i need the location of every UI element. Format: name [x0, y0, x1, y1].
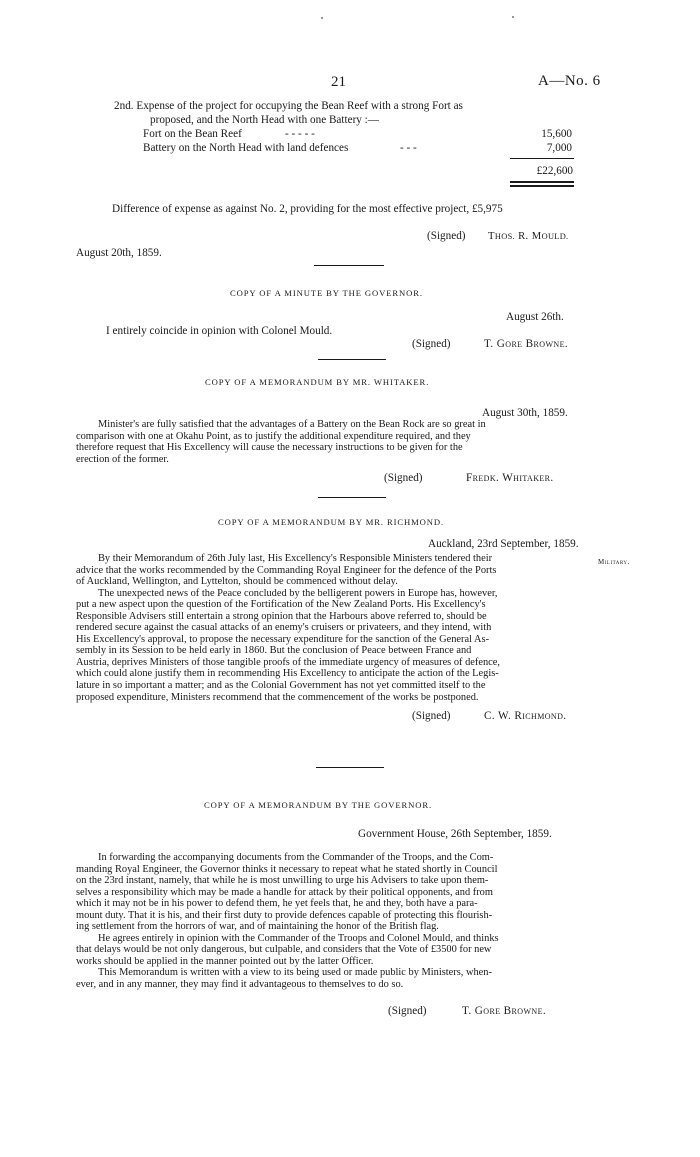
memo-body: Minister's are fully satisfied that the advantages of a Battery on the Bean Rock are so great in comparison with one at Okahu Point, as to justify the additional expenditure required, and they therefore request that His Excellency will cause the necessary instructions to be given for the erection of the former.	[76, 419, 486, 465]
document-date: Government House, 26th September, 1859.	[358, 828, 552, 840]
minute-body: I entirely coincide in opinion with Colonel Mould.	[106, 325, 333, 337]
signed-label: (Signed)	[412, 338, 451, 350]
signed-label: (Signed)	[412, 710, 451, 722]
page-number: 21	[331, 74, 346, 90]
estimate-intro-cont: proposed, and the North Head with one Battery :—	[150, 114, 379, 126]
document-date: August 30th, 1859.	[482, 407, 568, 419]
section-heading: COPY OF A MEMORANDUM BY MR. WHITAKER.	[205, 377, 430, 387]
section-divider	[314, 265, 384, 266]
section-heading: COPY OF A MEMORANDUM BY THE GOVERNOR.	[204, 800, 433, 810]
estimate-total: £22,600	[536, 165, 573, 177]
signed-label: (Signed)	[384, 472, 423, 484]
section-divider	[318, 359, 386, 360]
signed-label: (Signed)	[427, 230, 466, 242]
signatory-name: Fredk. Whitaker.	[466, 472, 554, 484]
estimate-row-amount: 7,000	[546, 142, 572, 154]
estimate-row-label: Battery on the North Head with land defences	[143, 142, 349, 154]
estimate-row-dashes: - - -	[400, 142, 417, 154]
section-divider	[318, 497, 386, 498]
scan-speck	[321, 17, 323, 19]
section-divider	[316, 767, 384, 768]
document-date: Auckland, 23rd September, 1859.	[428, 538, 579, 550]
signed-label: (Signed)	[388, 1005, 427, 1017]
total-double-rule	[510, 181, 574, 183]
estimate-row-amount: 15,600	[541, 128, 572, 140]
difference-line: Difference of expense as against No. 2, providing for the most effective project, £5,975	[112, 203, 503, 215]
estimate-intro: 2nd. Expense of the project for occupying the Bean Reef with a strong Fort as	[114, 100, 463, 112]
memo-body: By their Memorandum of 26th July last, His Excellency's Responsible Ministers tendered their advice that the works recommended by the Commanding Royal Engineer for the defence of the Ports of Auckland, Wellington, and Lyttelton, should be commenced without delay. The unexpected news of the Peace concluded by the belligerent powers in Europe has, however, put a new aspect upon the question of the Fortification of the New Zealand Ports. His Excellency's Responsible Advisers still entertain a strong opinion that the Harbours above referred to, should be rendered secure against the casual attacks of an enemy's cruisers or privateers, and they intend, with His Excellency's approval, to propose the necessary expenditure for the sanction of the General As- sembly in its Session to be held early in 1860. But the conclusion of Peace between France and Austria, deprives Ministers of those tangible proofs of the immediate urgency of measures of defence, which could alone justify them in recommending His Excellency to anticipate the action of the Legis- lature in so important a matter; and as the Colonial Government has not yet committed itself to the proposed expenditure, Ministers recommend that the commencement of the works be postponed.	[76, 553, 500, 703]
estimate-row-dashes: - - - - -	[285, 128, 315, 140]
document-date: August 26th.	[506, 311, 564, 323]
signatory-name: T. Gore Browne.	[484, 338, 569, 350]
signatory-name: T. Gore Browne.	[462, 1005, 547, 1017]
total-double-rule	[510, 185, 574, 187]
memo-body: In forwarding the accompanying documents from the Commander of the Troops, and the Com- manding Royal Engineer, the Governor thinks it necessary to repeat what he stated shortly in Council on the 23rd instant, namely, that while he is most unwilling to urge his Advisers to take upon them- selves a responsibility which may be made a handle for attack by their political opponents, and from which it may not be in his power to defend them, he yet feels that, he and they, both have a para- mount duty. That it is his, and their first duty to provide defences capable of protecting this flourish- ing settlement from the horrors of war, and of maintaining the honor of the British flag. He agrees entirely in opinion with the Commander of the Troops and Colonel Mould, and thinks that delays would be not only dangerous, but culpable, and considers that the Vote of £3500 for new works should be applied in the manner pointed out by the latter Officer. This Memorandum is written with a view to its being used or made public by Ministers, when- ever, and in any manner, they may find it advantageous to themselves to do so.	[76, 852, 499, 991]
document-reference: A—No. 6	[538, 73, 601, 89]
scan-speck	[512, 16, 514, 18]
signatory-name: C. W. Richmond.	[484, 710, 567, 722]
margin-note: Military.	[598, 558, 630, 566]
subtotal-rule	[510, 158, 574, 159]
estimate-row-label: Fort on the Bean Reef	[143, 128, 242, 140]
document-date: August 20th, 1859.	[76, 247, 162, 259]
signatory-name: THOS. R. MOULD.	[488, 231, 569, 242]
section-heading: COPY OF A MINUTE BY THE GOVERNOR.	[230, 288, 423, 298]
section-heading: COPY OF A MEMORANDUM BY MR. RICHMOND.	[218, 517, 445, 527]
